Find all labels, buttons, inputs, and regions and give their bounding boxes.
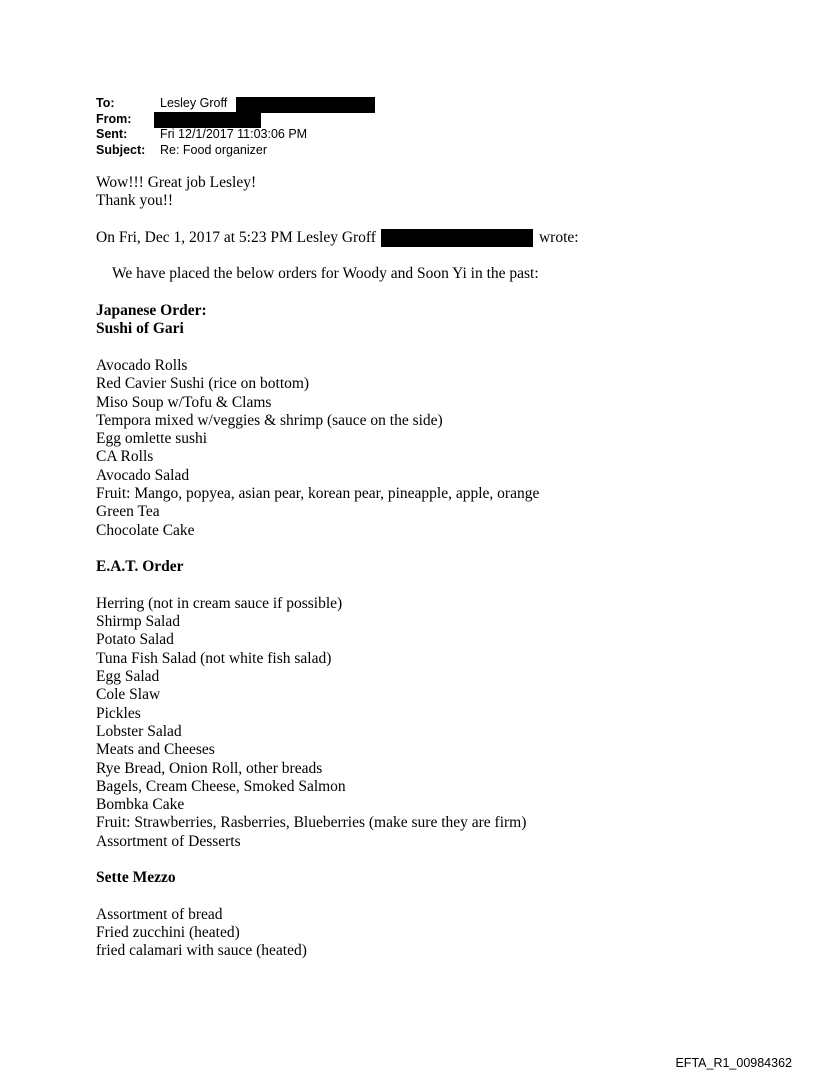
list-item: Cole Slaw	[96, 686, 161, 704]
quote-attribution	[96, 229, 579, 247]
section-title: Sette Mezzo	[96, 869, 176, 887]
redaction-block	[381, 229, 533, 247]
list-item: Avocado Salad	[96, 466, 190, 484]
from-label: From:	[96, 111, 132, 126]
list-item: Bombka Cake	[96, 796, 185, 814]
list-item: Egg omlette sushi	[96, 430, 208, 448]
list-item: Shirmp Salad	[96, 613, 180, 631]
list-item: Red Cavier Sushi (rice on bottom)	[96, 375, 310, 393]
list-item: Fruit: Mango, popyea, asian pear, korean pear, pineapple, apple, orange	[96, 485, 540, 503]
list-item: Rye Bread, Onion Roll, other breads	[96, 759, 323, 777]
subject-row	[96, 143, 307, 159]
quote-attribution-suffix: wrote:	[538, 228, 579, 246]
japanese-list	[96, 357, 579, 540]
list-item: Miso Soup w/Tofu & Clams	[96, 393, 272, 411]
list-item: Tuna Fish Salad (not white fish salad)	[96, 649, 332, 667]
sent-label: Sent:	[96, 127, 128, 141]
list-item: Chocolate Cake	[96, 521, 195, 539]
to-label: To:	[96, 96, 115, 110]
sette-list	[96, 906, 579, 961]
section-title: E.A.T. Order	[96, 558, 184, 576]
section-subtitle: Sushi of Gari	[96, 320, 184, 338]
list-item: Fried zucchini (heated)	[96, 924, 240, 942]
from-row	[96, 112, 307, 128]
list-item: fried calamari with sauce (heated)	[96, 942, 307, 960]
list-item: Meats and Cheeses	[96, 741, 215, 759]
list-item: Herring (not in cream sauce if possible)	[96, 594, 343, 612]
quote-attribution-text: On Fri, Dec 1, 2017 at 5:23 PM Lesley Groff	[96, 228, 376, 246]
to-row	[96, 96, 307, 112]
email-body	[96, 174, 579, 961]
list-item: Assortment of bread	[96, 905, 223, 923]
list-item: Egg Salad	[96, 668, 160, 686]
redaction-block	[154, 112, 261, 128]
list-item: Tempora mixed w/veggies & shrimp (sauce on the side)	[96, 411, 443, 429]
reply-line: Wow!!! Great job Lesley!	[96, 174, 257, 191]
reply-line: Thank you!!	[96, 192, 174, 210]
email-header	[96, 96, 307, 158]
list-item: CA Rolls	[96, 448, 154, 466]
list-item: Potato Salad	[96, 631, 174, 649]
intro-line: We have placed the below orders for Woody and Soon Yi in the past:	[112, 265, 539, 283]
document-id: EFTA_R1_00984362	[675, 1056, 792, 1070]
sent-value: Fri 12/1/2017 11:03:06 PM	[160, 127, 308, 141]
to-value: Lesley Groff	[160, 96, 228, 110]
sent-row	[96, 127, 307, 143]
list-item: Lobster Salad	[96, 722, 182, 740]
subject-value: Re: Food organizer	[160, 142, 268, 157]
eat-list	[96, 595, 579, 851]
list-item: Fruit: Strawberries, Rasberries, Blueberries (make sure they are firm)	[96, 814, 527, 832]
section-title: Japanese Order:	[96, 302, 207, 320]
list-item: Avocado Rolls	[96, 356, 188, 374]
list-item: Assortment of Desserts	[96, 832, 241, 850]
subject-label: Subject:	[96, 142, 146, 157]
list-item: Green Tea	[96, 503, 160, 521]
list-item: Bagels, Cream Cheese, Smoked Salmon	[96, 777, 346, 795]
list-item: Pickles	[96, 704, 141, 722]
